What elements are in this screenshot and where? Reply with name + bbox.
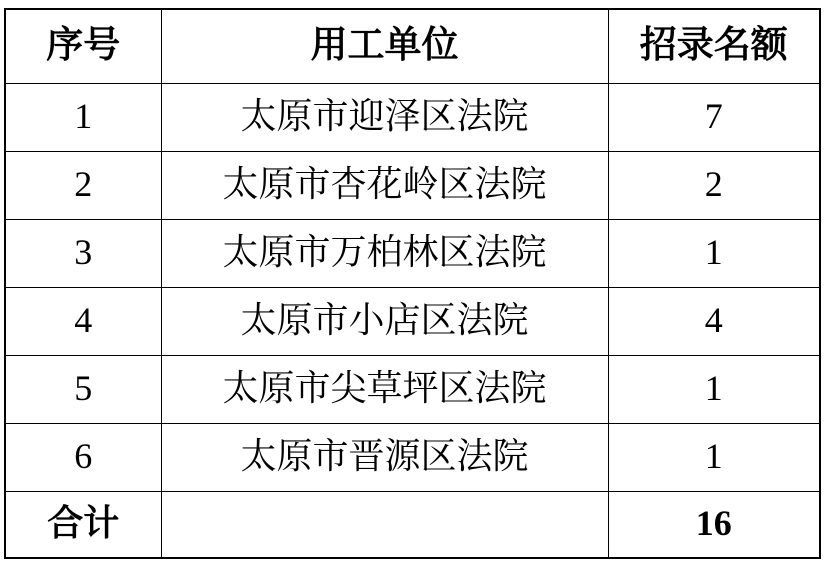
header-cell-employing-unit: 用工单位 — [161, 9, 608, 83]
cell-recruitment-quota: 4 — [608, 287, 820, 355]
cell-recruitment-quota: 7 — [608, 83, 820, 151]
total-quota-cell: 16 — [608, 491, 820, 558]
table-row — [5, 151, 820, 219]
cell-recruitment-quota: 2 — [608, 151, 820, 219]
total-unit-cell — [161, 491, 608, 558]
cell-employing-unit: 太原市杏花岭区法院 — [161, 151, 608, 219]
total-label-cell: 合计 — [5, 491, 161, 558]
cell-employing-unit: 太原市迎泽区法院 — [161, 83, 608, 151]
cell-recruitment-quota: 1 — [608, 423, 820, 491]
table-total-row — [5, 491, 820, 558]
cell-serial-number: 3 — [5, 219, 161, 287]
cell-recruitment-quota: 1 — [608, 219, 820, 287]
recruitment-quota-table — [4, 8, 821, 559]
cell-serial-number: 5 — [5, 355, 161, 423]
cell-serial-number: 6 — [5, 423, 161, 491]
table-header-row — [5, 9, 820, 83]
cell-employing-unit: 太原市晋源区法院 — [161, 423, 608, 491]
cell-employing-unit: 太原市尖草坪区法院 — [161, 355, 608, 423]
header-cell-recruitment-quota: 招录名额 — [608, 9, 820, 83]
cell-recruitment-quota: 1 — [608, 355, 820, 423]
table-row — [5, 355, 820, 423]
table-row — [5, 219, 820, 287]
header-cell-serial-number: 序号 — [5, 9, 161, 83]
cell-serial-number: 4 — [5, 287, 161, 355]
cell-employing-unit: 太原市小店区法院 — [161, 287, 608, 355]
cell-serial-number: 2 — [5, 151, 161, 219]
cell-serial-number: 1 — [5, 83, 161, 151]
table-row — [5, 83, 820, 151]
cell-employing-unit: 太原市万柏林区法院 — [161, 219, 608, 287]
table-row — [5, 423, 820, 491]
table-row — [5, 287, 820, 355]
